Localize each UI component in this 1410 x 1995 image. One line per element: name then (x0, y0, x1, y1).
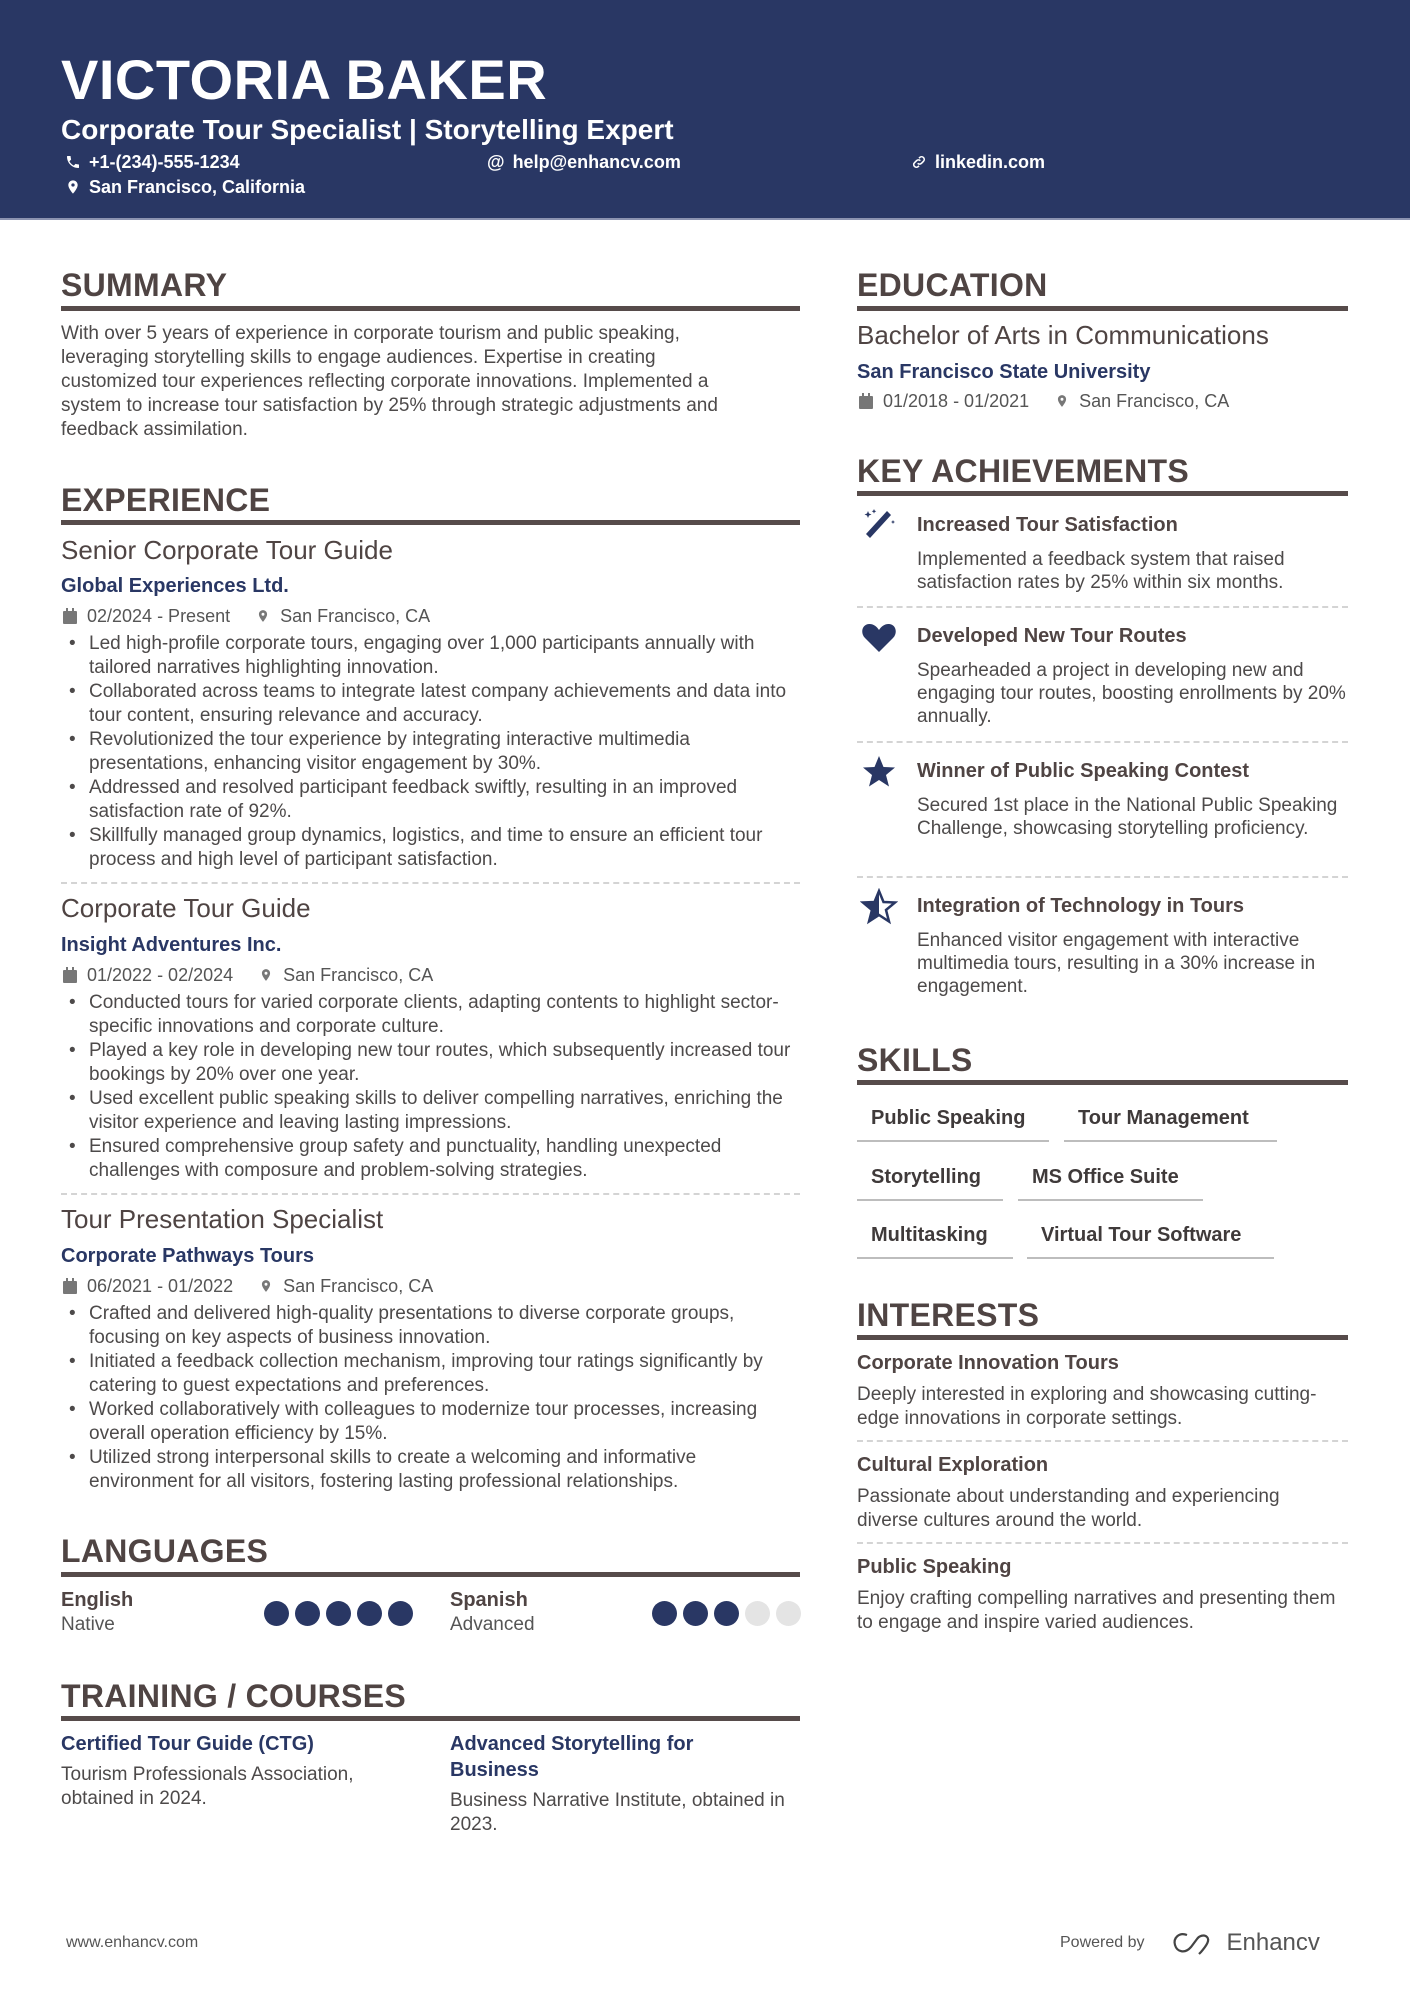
job-location: San Francisco, CA (280, 606, 431, 626)
job-meta (63, 605, 430, 627)
job-dates: 06/2021 - 01/2022 (87, 1276, 234, 1296)
contact-website[interactable] (911, 151, 1045, 173)
interests-heading: INTERESTS (857, 1297, 1040, 1333)
course-description: Tourism Professionals Association, obtained in 2024. (61, 1764, 354, 1809)
skill-tag: Multitasking (857, 1223, 1013, 1259)
skill-tag: MS Office Suite (1018, 1165, 1203, 1201)
contact-phone[interactable] (65, 151, 240, 173)
bullet: • Skillfully managed group dynamics, logistics, and time to ensure an efficient tour process and high level of participant satisfaction. (61, 824, 806, 872)
interest-description: Passionate about understanding and experiencing diverse cultures around the world. (857, 1486, 1280, 1531)
contact-location (65, 176, 305, 198)
job-location: San Francisco, CA (283, 1276, 434, 1296)
link-icon (911, 154, 927, 170)
achievement-description: Spearheaded a project in developing new and engaging tour routes, boosting enrollments by 20% annually. (917, 660, 1346, 727)
company-name: Corporate Pathways Tours (61, 1245, 315, 1267)
candidate-name: VICTORIA BAKER (61, 48, 548, 111)
language-name: Spanish (450, 1589, 528, 1611)
education-heading: EDUCATION (857, 267, 1048, 303)
skill-tag: Public Speaking (857, 1106, 1049, 1142)
enhancv-logo-icon (1171, 1930, 1217, 1956)
bullet: • Initiated a feedback collection mechanism, improving tour ratings significantly by catering to guest expectations and preferences. (61, 1350, 806, 1398)
education-rule (857, 306, 1348, 311)
job-title: Corporate Tour Guide (61, 893, 311, 923)
calendar-icon (63, 967, 77, 983)
bullet: • Led high-profile corporate tours, engaging over 1,000 participants annually with tailored narratives highlighting innovation. (61, 632, 806, 680)
bullet: • Worked collaboratively with colleagues to modernize tour processes, increasing overall operation efficiency by 15%. (61, 1398, 806, 1446)
bullet: • Ensured comprehensive group safety and punctuality, handling unexpected challenges with composure and problem-solving strategies. (61, 1135, 806, 1183)
interest-title: Corporate Innovation Tours (857, 1352, 1119, 1374)
divider (857, 1542, 1348, 1544)
training-heading: TRAINING / COURSES (61, 1678, 406, 1714)
interest-title: Public Speaking (857, 1556, 1012, 1578)
calendar-icon (63, 1278, 77, 1294)
bullet: • Utilized strong interpersonal skills to create a welcoming and informative environment for all visitors, fostering lasting professional relationships. (61, 1446, 806, 1494)
job-title: Senior Corporate Tour Guide (61, 535, 393, 565)
education-dates: 01/2018 - 01/2021 (883, 391, 1030, 411)
achievement-title: Integration of Technology in Tours (917, 895, 1245, 917)
language-name: English (61, 1589, 134, 1611)
summary-heading: SUMMARY (61, 267, 228, 303)
summary-rule (61, 306, 800, 311)
job-bullets (61, 1302, 806, 1494)
rating-dot-empty (776, 1601, 801, 1626)
at-icon: @ (487, 152, 505, 172)
job-location: San Francisco, CA (283, 965, 434, 985)
enhancv-brand-text: Enhancv (1226, 1929, 1320, 1956)
degree-title: Bachelor of Arts in Communications (857, 320, 1269, 350)
rating-dot-filled (652, 1601, 677, 1626)
bullet: • Collaborated across teams to integrate latest company achievements and data into tour content, ensuring relevance and accuracy. (61, 680, 806, 728)
achievement-description: Secured 1st place in the National Public Speaking Challenge, showcasing storytelling proficiency. (917, 795, 1338, 839)
company-name: Insight Adventures Inc. (61, 934, 282, 956)
divider (61, 882, 800, 884)
bullet: • Revolutionized the tour experience by integrating interactive multimedia presentations, enhancing visitor engagement by 30%. (61, 728, 806, 776)
rating-dot-filled (326, 1601, 351, 1626)
rating-dot-filled (388, 1601, 413, 1626)
language-level: Advanced (450, 1614, 535, 1635)
powered-by-label: Powered by (1060, 1934, 1145, 1951)
divider (857, 1440, 1348, 1442)
education-meta (859, 390, 1229, 412)
interests-rule (857, 1335, 1348, 1340)
experience-heading: EXPERIENCE (61, 482, 271, 518)
location-pin-icon (1055, 393, 1069, 409)
course-title: Certified Tour Guide (CTG) (61, 1733, 314, 1755)
job-bullets (61, 632, 806, 872)
language-rating (652, 1601, 801, 1626)
enhancv-logo[interactable] (1171, 1929, 1320, 1957)
bullet: • Conducted tours for varied corporate clients, adapting contents to highlight sector-specific innovations and corporate culture. (61, 991, 806, 1039)
divider (61, 1193, 800, 1195)
divider (857, 606, 1348, 608)
course-description: Business Narrative Institute, obtained in 2023. (450, 1790, 785, 1835)
bullet: • Crafted and delivered high-quality presentations to diverse corporate groups, focusing on key aspects of business innovation. (61, 1302, 806, 1350)
divider (857, 876, 1348, 878)
skills-rule (857, 1080, 1348, 1085)
achievements-rule (857, 491, 1348, 496)
job-dates: 01/2022 - 02/2024 (87, 965, 234, 985)
candidate-headline: Corporate Tour Specialist | Storytelling Expert (61, 114, 674, 145)
star-half-icon (860, 888, 898, 926)
phone-icon (65, 154, 81, 170)
rating-dot-filled (295, 1601, 320, 1626)
website-text: linkedin.com (935, 152, 1046, 172)
calendar-icon (859, 393, 873, 409)
education-location: San Francisco, CA (1079, 391, 1230, 411)
email-text: help@enhancv.com (512, 152, 681, 172)
bullet: • Addressed and resolved participant feedback swiftly, resulting in an improved satisfaction rate of 92%. (61, 776, 806, 824)
location-pin-icon (259, 967, 273, 983)
interest-description: Enjoy crafting compelling narratives and presenting them to engage and inspire varied audiences. (857, 1588, 1336, 1633)
rating-dot-filled (714, 1601, 739, 1626)
job-bullets (61, 991, 806, 1183)
divider (857, 741, 1348, 743)
magic-wand-icon (860, 505, 898, 543)
interest-title: Cultural Exploration (857, 1454, 1049, 1476)
contact-email[interactable] (487, 151, 681, 173)
skill-tag: Storytelling (857, 1165, 1003, 1201)
location-pin-icon (256, 608, 270, 624)
job-title: Tour Presentation Specialist (61, 1204, 384, 1234)
rating-dot-empty (745, 1601, 770, 1626)
language-level: Native (61, 1614, 115, 1635)
skills-heading: SKILLS (857, 1042, 973, 1078)
location-pin-icon (259, 1278, 273, 1294)
job-dates: 02/2024 - Present (87, 606, 231, 626)
heart-icon (860, 618, 898, 656)
job-meta (63, 1275, 433, 1297)
summary-text: With over 5 years of experience in corporate tourism and public speaking, leveraging storytelling skills to engage audiences. Expertise in creating customized tour experiences reflecting corporate innovations. Implemented a system to increase tour satisfaction by 25% through strategic adjustments and feedback assimilation. (61, 323, 718, 440)
footer-branding (1060, 1929, 1320, 1957)
bullet: • Played a key role in developing new tour routes, which subsequently increased tour bookings by 20% over one year. (61, 1039, 806, 1087)
star-icon (860, 753, 898, 791)
location-text: San Francisco, California (89, 177, 306, 197)
resume-header (0, 0, 1410, 220)
achievements-heading: KEY ACHIEVEMENTS (857, 453, 1189, 489)
language-rating (264, 1601, 413, 1626)
achievement-description: Enhanced visitor engagement with interactive multimedia tours, resulting in a 30% increase in engagement. (917, 930, 1316, 997)
languages-rule (61, 1572, 800, 1577)
bullet: • Used excellent public speaking skills to deliver compelling narratives, enriching the visitor experience and leaving lasting impressions. (61, 1087, 806, 1135)
rating-dot-filled (683, 1601, 708, 1626)
school-name: San Francisco State University (857, 361, 1151, 383)
skill-tag: Virtual Tour Software (1027, 1223, 1274, 1259)
achievement-title: Increased Tour Satisfaction (917, 514, 1178, 536)
experience-rule (61, 520, 800, 525)
job-meta (63, 964, 433, 986)
skill-tag: Tour Management (1064, 1106, 1277, 1142)
rating-dot-filled (357, 1601, 382, 1626)
achievement-title: Winner of Public Speaking Contest (917, 760, 1250, 782)
footer-website[interactable]: www.enhancv.com (66, 1934, 199, 1951)
languages-heading: LANGUAGES (61, 1533, 269, 1569)
calendar-icon (63, 608, 77, 624)
course-title: Advanced Storytelling for Business (450, 1733, 694, 1781)
achievement-title: Developed New Tour Routes (917, 625, 1187, 647)
achievement-description: Implemented a feedback system that raised satisfaction rates by 25% within six months. (917, 549, 1285, 593)
location-pin-icon (65, 179, 81, 195)
interest-description: Deeply interested in exploring and showcasing cutting-edge innovations in corporate settings. (857, 1384, 1317, 1429)
phone-text: +1-(234)-555-1234 (89, 152, 240, 172)
rating-dot-filled (264, 1601, 289, 1626)
training-rule (61, 1716, 800, 1721)
company-name: Global Experiences Ltd. (61, 575, 289, 597)
